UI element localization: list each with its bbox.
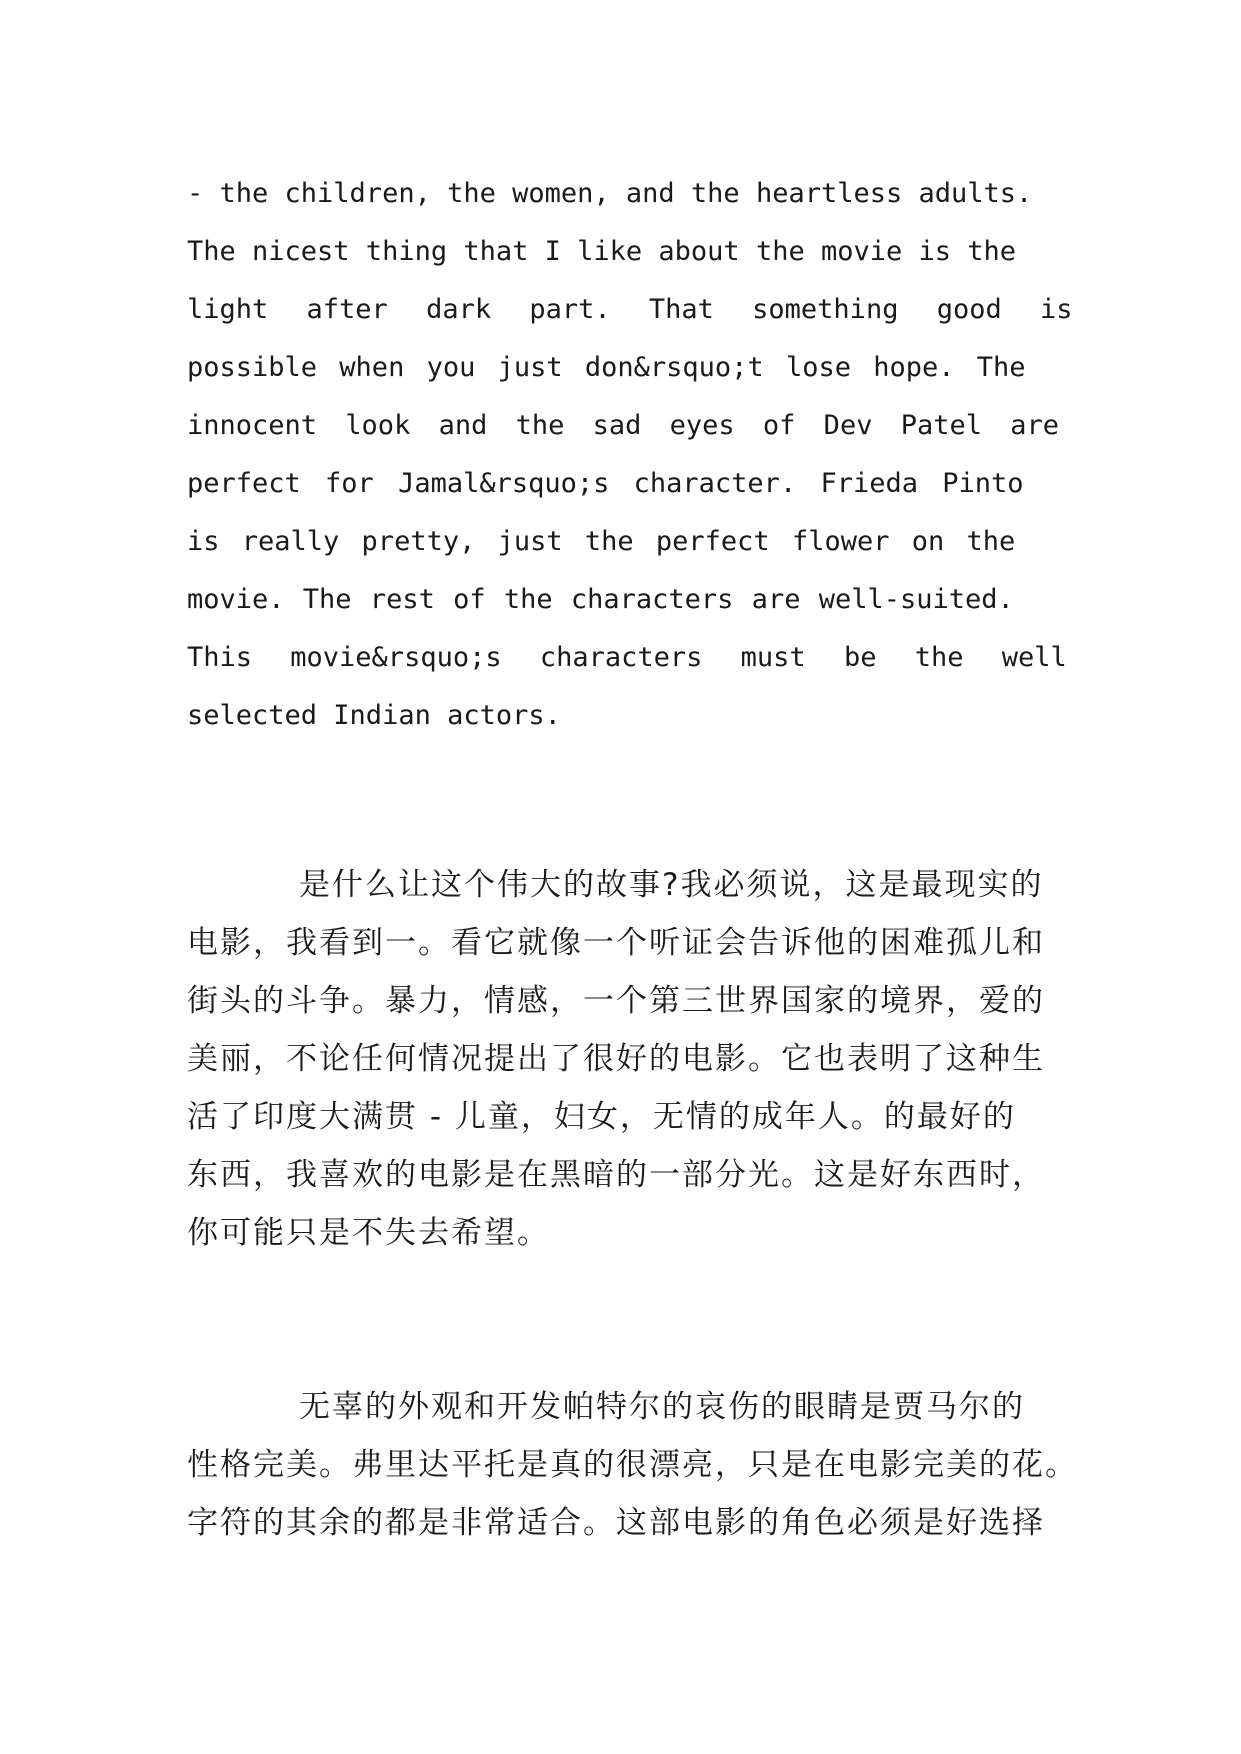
text-line: 美丽，不论任何情况提出了很好的电影。它也表明了这种生	[187, 1041, 1045, 1077]
text-line: 电影，我看到一。看它就像一个听证会告诉他的困难孤儿和	[187, 925, 1045, 961]
text-line: 无辜的外观和开发帕特尔的哀伤的眼睛是贾马尔的	[299, 1389, 1025, 1425]
text-line: The nicest thing that I like about the movie is the	[187, 236, 1017, 267]
text-line: This movie&rsquo;s characters must be the well	[187, 642, 1067, 673]
chinese-paragraph-2	[187, 1378, 1078, 1552]
text-line: 是什么让这个伟大的故事?我必须说，这是最现实的	[299, 867, 1044, 903]
text-line: 字符的其余的都是非常适合。这部电影的角色必须是好选择	[187, 1505, 1045, 1541]
chinese-paragraph-1	[187, 856, 1057, 1262]
text-line: possible when you just don&rsquo;t lose hope. The	[187, 352, 1026, 383]
english-paragraph	[187, 165, 1073, 745]
text-line: innocent look and the sad eyes of Dev Patel are	[187, 410, 1060, 441]
text-line: movie. The rest of the characters are well-suited.	[187, 584, 1014, 615]
text-line: 东西，我喜欢的电影是在黑暗的一部分光。这是好东西时，	[187, 1157, 1045, 1193]
text-line: is really pretty, just the perfect flower on the	[187, 526, 1016, 557]
text-line: 街头的斗争。暴力，情感，一个第三世界国家的境界，爱的	[187, 983, 1045, 1019]
text-line: - the children, the women, and the heartless adults.	[187, 178, 1033, 209]
text-line: 活了印度大满贯 - 儿童，妇女，无情的成年人。的最好的	[187, 1099, 1016, 1135]
text-line: selected Indian actors.	[187, 700, 561, 731]
text-line: light after dark part. That something good is	[187, 294, 1073, 325]
text-line: 你可能只是不失去希望。	[187, 1215, 550, 1251]
text-line: 性格完美。弗里达平托是真的很漂亮，只是在电影完美的花。	[187, 1447, 1078, 1483]
text-line: perfect for Jamal&rsquo;s character. Frieda Pinto	[187, 468, 1024, 499]
